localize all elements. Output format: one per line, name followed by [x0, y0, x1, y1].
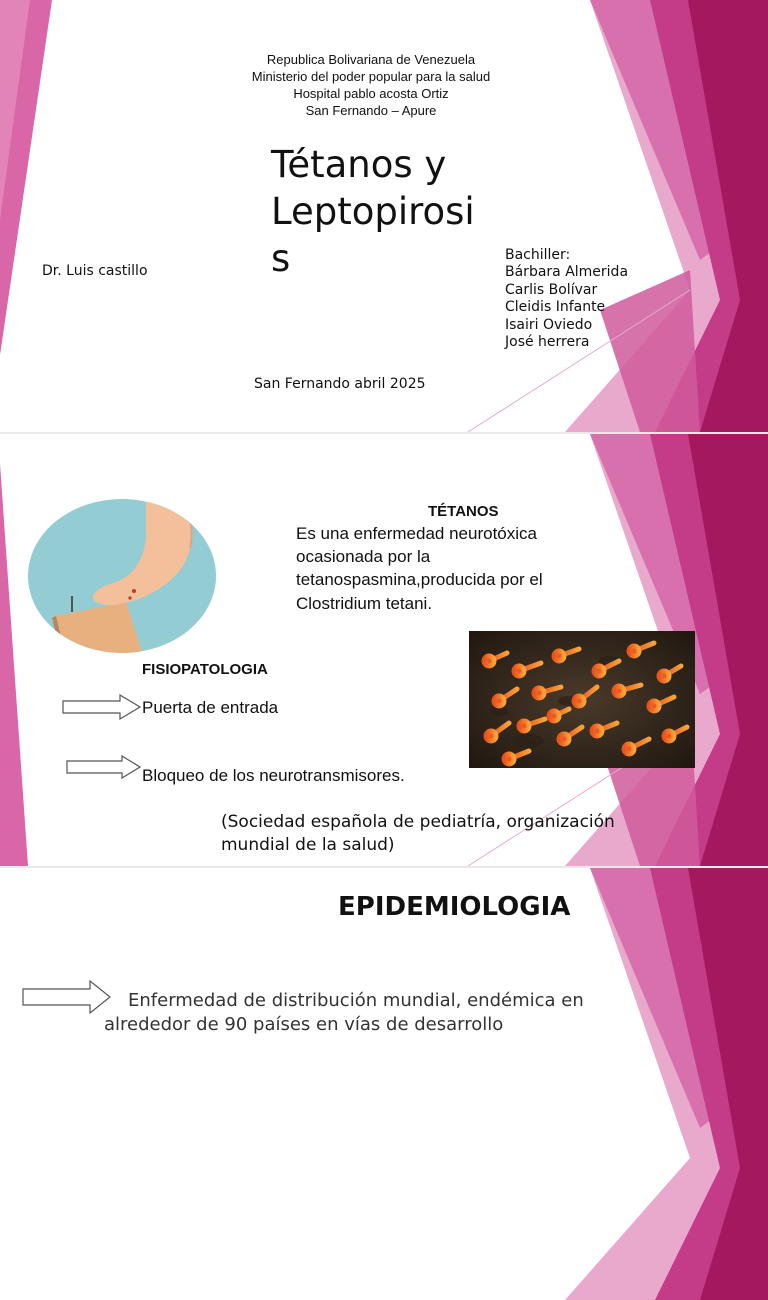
student-name: Cleidis Infante [505, 299, 606, 315]
doctor-name: Dr. Luis castillo [42, 263, 148, 279]
definition-line: Es una enfermedad neurotóxica [296, 524, 537, 543]
students-label: Bachiller: [505, 247, 571, 263]
epidemiology-text: Enfermedad de distribución mundial, endémica en [128, 990, 584, 1011]
title-line: s [271, 237, 291, 280]
section-heading-epidemiologia: EPIDEMIOLOGIA [338, 892, 571, 922]
bullet-item: Puerta de entrada [142, 698, 279, 717]
citation-line: mundial de la salud) [221, 835, 395, 855]
title-line: Tétanos y [271, 143, 447, 186]
section-heading-tetanos: TÉTANOS [428, 503, 499, 520]
bullet-item: Bloqueo de los neurotransmisores. [142, 766, 405, 785]
student-name: Carlis Bolívar [505, 282, 598, 298]
arrow-right-icon [62, 694, 142, 720]
header-line: San Fernando – Apure [305, 103, 437, 118]
arrow-right-icon [66, 755, 142, 779]
section-heading-fisiopatologia: FISIOPATOLOGIA [142, 661, 268, 678]
header-line: Hospital pablo acosta Ortiz [293, 86, 449, 101]
epidemiology-text: alrededor de 90 países en vías de desarrollo [104, 1014, 504, 1035]
citation-line: (Sociedad española de pediatría, organización [221, 812, 615, 832]
foot-wound-illustration [26, 498, 218, 656]
tetanos-slide [0, 434, 768, 866]
student-name: Isairi Oviedo [505, 317, 593, 333]
header-line: Republica Bolivariana de Venezuela [266, 52, 476, 67]
header-line: Ministerio del poder popular para la salud [251, 69, 491, 84]
arrow-right-icon [22, 980, 112, 1014]
bacteria-photo [469, 631, 695, 768]
student-name: Bárbara Almerida [505, 264, 629, 280]
slide-decoration [0, 868, 768, 1300]
epidemiologia-slide [0, 868, 768, 1035]
title-slide [0, 0, 768, 432]
definition-line: Clostridium tetani. [296, 594, 433, 613]
definition-line: ocasionada por la [296, 547, 431, 566]
student-name: José herrera [505, 334, 590, 350]
presentation-date: San Fernando abril 2025 [254, 376, 426, 392]
title-line: Leptopirosi [271, 190, 475, 233]
definition-line: tetanospasmina,producida por el [296, 570, 543, 589]
